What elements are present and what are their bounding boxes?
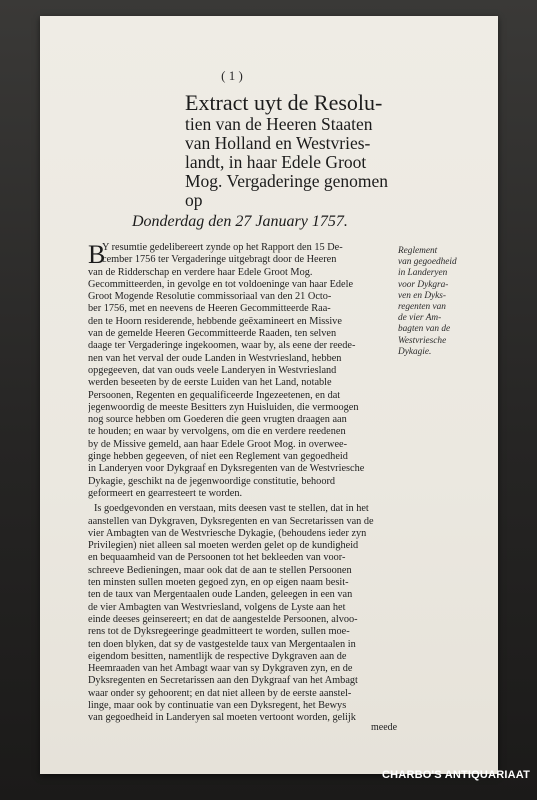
body-line: Heemraaden van het Ambagt waar van sy Dykgraven zyn, en de <box>88 663 353 675</box>
body-line: in Landeryen voor Dykgraaf en Dyksregenten van de Westvriesche <box>88 463 365 475</box>
body-line: ber 1756, met en neevens de Heeren Gecommitteerde Raa- <box>88 303 331 315</box>
margin-note <box>398 246 488 358</box>
body-line: van de Ridderschap en verdere haar Edele Groot Mog. <box>88 266 313 278</box>
body-line: Groot Mogende Resolutie commissoriaal van den 21 Octo- <box>88 291 332 303</box>
date-line: Donderdag den 27 January 1757. <box>132 213 348 230</box>
body-line: Is goedgevonden en verstaan, mits deesen vast te stellen, dat in het <box>94 503 369 515</box>
body-line: cember 1756 ter Vergaderinge uitgebragt door de Heeren <box>102 254 337 266</box>
body-line: geformeert en gearresteert te worden. <box>88 487 243 499</box>
body-line: vier Ambagten van de Westvriesche Dykagie, (behoudens ieder zyn <box>88 527 367 539</box>
body-line: schreeve Bedieningen, maar ook dat de aan te stellen Persoonen <box>88 564 352 576</box>
title-line: landt, in haar Edele Groot <box>185 152 367 172</box>
body-line: ten minsten sullen moeten gegoed zyn, en op eigen naam besit- <box>88 577 349 589</box>
title-line: tien van de Heeren Staaten <box>185 114 373 134</box>
body-line: nen van het verval der oude Landen in Westvriesland, hebben <box>88 352 342 364</box>
body-line: einde deeses geinsereert; en dat de aangestelde Persoonen, alvoo- <box>88 613 358 625</box>
body-line: den te Hoorn residerende, hebbende geëxamineert en Missive <box>88 315 342 327</box>
body-line: ginge hebben gegeeven, of niet een Reglement van gegoedheid <box>88 451 348 463</box>
body-line: de vier Ambagten van Westvriesland, volgens de Lyste aan het <box>88 601 346 613</box>
margin-note-line: ven en Dyks- <box>398 290 447 301</box>
body-line: nog source hebben om Goederen die geen vrugten draagen aan <box>88 414 347 426</box>
title-line: van Holland en Westvries- <box>185 133 371 153</box>
margin-note-line: regenten van <box>398 302 446 313</box>
title-line: Mog. Vergaderinge genomen <box>185 171 388 191</box>
margin-note-line: de vier Am- <box>398 313 442 324</box>
body-line: by de Missive gemeld, aan haar Edele Groot Mog. in overwee- <box>88 438 348 450</box>
body-line: ten de taux van Mergentaalen oude Landen, geleegen in een van <box>88 589 353 601</box>
watermark-text: CHARBO'S ANTIQUARIAAT <box>382 769 530 781</box>
page-number: ( 1 ) <box>221 68 243 83</box>
body-text <box>88 242 388 725</box>
margin-note-line: Dykagie. <box>398 346 432 357</box>
body-line: Dyksregenten en Secretarissen aan den Dykgraaf van het Ambagt <box>88 675 358 687</box>
body-line: rens tot de Dyksregeeringe geadmitteert te worden, sullen moe- <box>88 626 350 638</box>
body-line: ten doen blyken, dat sy de vastgestelde taux van Mergentaalen in <box>88 638 356 650</box>
body-line: Gecommitteerden, in gevolge en tot voldoeninge van haar Edele <box>88 278 354 290</box>
margin-note-line: bagten van de <box>398 324 451 335</box>
body-line: te houden; en waar by vervolgens, om die en verdere reedenen <box>88 426 346 438</box>
title-line: Extract uyt de Resolu- <box>185 90 383 115</box>
body-line: jegenwoordig de meeste Besitters zyn Huisluiden, die vermoogen <box>88 401 359 413</box>
body-line: waar onder sy gehoorent; en dat niet alleen by de eerste aanstel- <box>88 687 352 699</box>
document-title <box>185 91 440 210</box>
title-line: op <box>185 190 203 210</box>
body-line: van de gemelde Heeren Gecommitteerde Raaden, ten selven <box>88 328 337 340</box>
body-line: opgegeeven, dat van ouds veele Landeryen in Westvriesland <box>88 364 337 376</box>
body-line: linge, maar ook by continuatie van een Dyksregent, het Bewys <box>88 699 347 711</box>
margin-note-line: Reglement <box>398 246 438 256</box>
body-line: aanstellen van Dykgraven, Dyksregenten en van Secretarissen van de <box>88 515 374 527</box>
body-line: werden beseeten by de eerste Luiden van het Land, notable <box>88 377 332 389</box>
margin-note-line: Westvriesche <box>398 335 447 346</box>
body-line: Privilegien) niet alleen sal moeten werden gelet op de kundigheid <box>88 540 359 552</box>
body-line: eigendom besitten, namentlijk de respective Dykgraven aan de <box>88 650 347 662</box>
catchword: meede <box>371 722 398 733</box>
body-line: Y resumtie gedelibereert zynde op het Rapport den 15 De- <box>102 242 343 253</box>
drop-cap: B <box>88 240 106 269</box>
body-line: en bequaamheid van de Persoonen tot het bekleeden van voor- <box>88 552 346 564</box>
body-line: Persoonen, Regenten en gequalificeerde Ingezeetenen, en dat <box>88 389 341 401</box>
margin-note-line: in Landeryen <box>398 268 448 279</box>
margin-note-line: van gegoedheid <box>398 257 457 268</box>
body-line: Dykagie, geschikt na de jegenwoordige constitutie, behoord <box>88 475 336 487</box>
body-line: daage ter Vergaderinge ingekoomen, waar by, als eene der reede- <box>88 340 356 352</box>
margin-note-line: voor Dykgra- <box>398 279 449 290</box>
body-line: van gegoedheid in Landeryen sal moeten vertoont worden, gelijk <box>88 712 356 724</box>
